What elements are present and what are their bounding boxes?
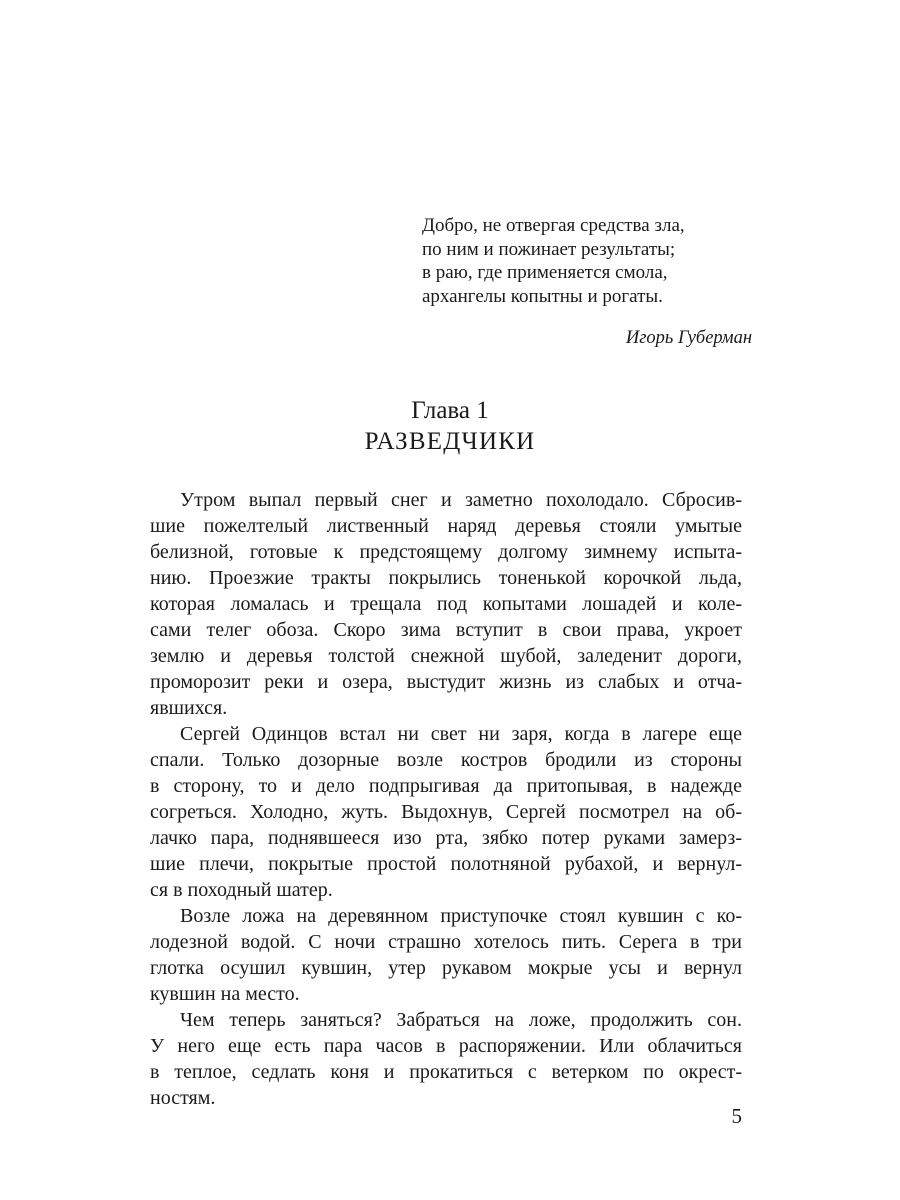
text-line: землю и деревья толстой снежной шубой, заледенит дороги, [150, 645, 742, 667]
text-line: в сторону, то и дело подпрыгивая да притопывая, в надежде [150, 775, 742, 797]
text-line: сами телег обоза. Скоро зима вступит в свои права, укроет [150, 619, 742, 641]
chapter-body [150, 487, 742, 1111]
chapter-number: Глава 1 [411, 397, 489, 424]
text-line: ся в походный шатер. [150, 879, 333, 901]
text-line: в теплое, седлать коня и прокатиться с ветерком по окрест- [150, 1061, 742, 1083]
text-line: шие пожелтелый лиственный наряд деревья стояли умытые [150, 515, 742, 537]
paragraph [150, 721, 742, 903]
paragraph [150, 903, 742, 1007]
epigraph-author: Игорь Губерман [625, 328, 752, 348]
page-number: 5 [731, 1104, 742, 1128]
text-line: Чем теперь заняться? Забраться на ложе, продолжить сон. [180, 1009, 742, 1031]
epigraph-verse [422, 214, 752, 308]
text-line: Сергей Одинцов встал ни свет ни заря, когда в лагере еще [180, 723, 742, 745]
chapter-title: РАЗВЕДЧИКИ [364, 428, 536, 455]
epigraph-line: по ним и пожинает результаты; [422, 238, 676, 260]
text-line: ностям. [150, 1087, 216, 1109]
text-line: белизной, готовые к предстоящему долгому зимнему испыта- [150, 541, 742, 563]
text-line: нию. Проезжие тракты покрылись тоненькой корочкой льда, [150, 567, 742, 589]
paragraph [150, 487, 742, 721]
text-line: лодезной водой. С ночи страшно хотелось пить. Серега в три [150, 931, 742, 953]
text-line: проморозит реки и озера, выстудит жизнь из слабых и отча- [150, 671, 742, 693]
text-line: спали. Только дозорные возле костров бродили из стороны [150, 749, 742, 771]
paragraph [150, 1007, 742, 1111]
text-line: явшихся. [150, 697, 228, 719]
text-line: шие плечи, покрытые простой полотняной рубахой, и вернул- [150, 853, 742, 875]
epigraph-line: архангелы копытны и рогаты. [422, 285, 663, 307]
text-line: У него еще есть пара часов в распоряжении. Или облачиться [150, 1035, 742, 1057]
text-line: согреться. Холодно, жуть. Выдохнув, Сергей посмотрел на об- [150, 801, 742, 823]
epigraph [422, 214, 752, 350]
text-line: которая ломалась и трещала под копытами лошадей и коле- [150, 593, 742, 615]
epigraph-line: в раю, где применяется смола, [422, 262, 668, 283]
epigraph-line: Добро, не отвергая средства зла, [422, 215, 685, 236]
text-line: Утром выпал первый снег и заметно похолодало. Сбросив- [180, 489, 742, 511]
chapter-heading [0, 396, 900, 457]
text-line: Возле ложа на деревянном приступочке стоял кувшин с ко- [180, 905, 742, 927]
text-line: глотка осушил кувшин, утер рукавом мокрые усы и вернул [150, 957, 742, 979]
text-line: лачко пара, поднявшееся изо рта, зябко потер руками замерз- [150, 827, 742, 849]
text-line: кувшин на место. [150, 983, 300, 1005]
